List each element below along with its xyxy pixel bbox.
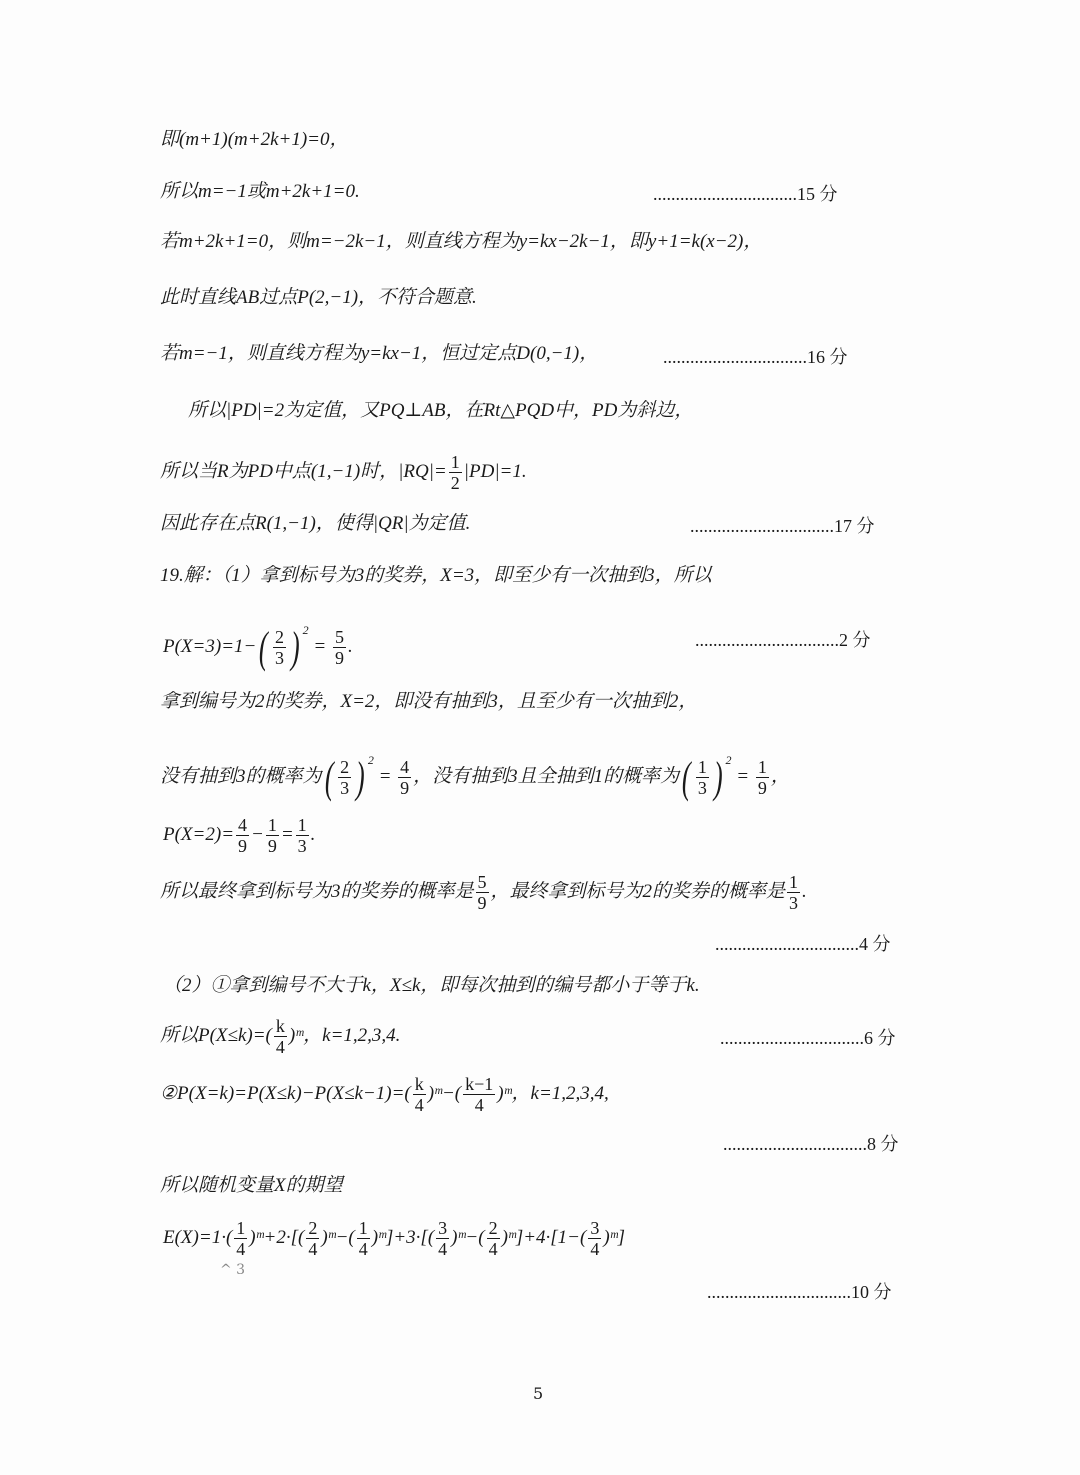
line-17-text: ②P(X=k)=P(X≤k)−P(X≤k−1)=(: [160, 1082, 411, 1104]
equals: =: [313, 636, 327, 657]
line-19-p5: )ᵐ−(: [451, 1226, 485, 1248]
line-14-text: 所以最终拿到标号为3的奖券的概率是: [160, 880, 474, 902]
paren-close: ): [290, 622, 300, 672]
line-16-text: 所以P(X≤k)=(: [160, 1024, 272, 1046]
period: .: [310, 823, 316, 845]
line-7-end: |PD|=1.: [463, 460, 527, 482]
frac-den: 4: [590, 1239, 600, 1259]
line-2: 所以m=−1或m+2k+1=0.: [160, 181, 360, 202]
frac-den: 3: [789, 893, 799, 913]
exponent: 2: [725, 753, 732, 767]
paren-close: ): [356, 752, 365, 802]
frac-num: 1: [697, 757, 707, 778]
line-19-text: E(X)=1·(: [163, 1226, 233, 1248]
exponent: 2: [367, 753, 374, 767]
frac-num: 2: [488, 1218, 498, 1238]
frac-num: k: [275, 1016, 285, 1036]
frac-1-4-b: [357, 1218, 370, 1259]
frac-num: 2: [340, 757, 350, 778]
frac-num: 2: [308, 1218, 318, 1238]
frac-den: 3: [275, 648, 284, 669]
frac-five-ninths: [333, 627, 346, 668]
frac-num: k: [414, 1074, 424, 1094]
frac-3-4: [436, 1218, 449, 1259]
frac-k-4: [274, 1016, 287, 1057]
frac-den: 9: [238, 836, 248, 856]
period: .: [347, 636, 353, 657]
line-5: 若m=−1，则直线方程为y=kx−1，恒过定点D(0,−1)，: [160, 343, 599, 364]
frac-den: 4: [474, 1095, 484, 1115]
frac-num: 4: [238, 815, 248, 835]
frac-2-4-b: [487, 1218, 500, 1259]
line-10: [163, 616, 353, 672]
score-4: ................................4 分: [715, 934, 891, 954]
equals: =: [736, 766, 750, 787]
frac-num: 1: [267, 815, 277, 835]
frac-den: 4: [414, 1095, 424, 1115]
frac-one-third: [696, 757, 709, 798]
frac-two-thirds-b: [338, 757, 351, 798]
frac-k-4-b: [413, 1074, 426, 1115]
line-17-end: )ᵐ，k=1,2,3,4,: [497, 1082, 609, 1104]
frac-den: 3: [340, 778, 350, 799]
frac-num: 5: [334, 627, 344, 648]
line-19-p2: )ᵐ+2·[(: [249, 1226, 305, 1248]
score-17: ................................17 分: [690, 516, 875, 536]
frac-1-4: [234, 1218, 247, 1259]
line-6: 所以|PD|=2为定值，又PQ⊥AB，在Rt△PQD中，PD为斜边，: [188, 400, 694, 421]
paren-open: (: [259, 622, 269, 672]
line-1: 即(m+1)(m+2k+1)=0，: [160, 129, 349, 150]
frac-one-third-b: [296, 815, 309, 856]
line-10-text: P(X=3)=1−: [163, 636, 257, 657]
frac-den: 4: [275, 1037, 285, 1057]
line-19: [163, 1218, 625, 1259]
frac-num: 1: [450, 452, 460, 472]
line-12-mid: ，没有抽到3且全抽到1的概率为: [413, 766, 680, 787]
score-15: ................................15 分: [653, 184, 838, 204]
frac-den: 4: [488, 1239, 498, 1259]
line-14-mid: ，最终拿到标号为2的奖券的概率是: [490, 880, 786, 902]
score-6: ................................6 分: [720, 1028, 896, 1048]
frac-one-ninth: [756, 757, 769, 798]
line-4: 此时直线AB过点P(2,−1)，不符合题意.: [160, 287, 477, 308]
paren-close: ): [713, 752, 723, 802]
paren-open: (: [682, 752, 691, 802]
line-17-mid: )ᵐ−(: [427, 1082, 462, 1104]
frac-den: 9: [267, 836, 277, 856]
frac-four-ninths: [398, 757, 411, 798]
line-18: 所以随机变量X的期望: [160, 1175, 343, 1196]
line-19-p3: )ᵐ−(: [321, 1226, 355, 1248]
frac-den: 4: [236, 1239, 246, 1259]
line-13: [163, 815, 315, 856]
line-15: （2）①拿到编号不大于k，X≤k，即每次抽到的编号都小于等于k.: [163, 975, 700, 996]
frac-3-4-b: [588, 1218, 601, 1259]
score-8: ................................8 分: [723, 1134, 899, 1154]
frac-num: 1: [789, 872, 799, 892]
frac-four-ninths-b: [236, 815, 249, 856]
line-19-end: )ᵐ]: [603, 1226, 625, 1248]
score-16: ................................16 分: [663, 347, 848, 367]
frac-den: 4: [438, 1239, 448, 1259]
line-16: [160, 1016, 400, 1057]
frac-five-ninths-b: [476, 872, 489, 913]
line-19-p6: )ᵐ]+4·[1−(: [501, 1226, 587, 1248]
line-13-text: P(X=2)=: [163, 823, 235, 845]
frac-den: 9: [477, 893, 487, 913]
frac-num: 4: [400, 757, 410, 778]
line-7-text: 所以当R为PD中点(1,−1)时，|RQ|=: [160, 460, 447, 482]
line-11: 拿到编号为2的奖券，X=2，即没有抽到3，且至少有一次抽到2，: [160, 691, 698, 712]
frac-2-4: [306, 1218, 319, 1259]
faded-text: ^ 3: [220, 1262, 246, 1278]
line-7: [160, 452, 527, 493]
frac-one-ninth-b: [266, 815, 279, 856]
line-9: 19.解：（1）拿到标号为3的奖券，X=3，即至少有一次抽到3，所以: [160, 565, 712, 586]
frac-num: 3: [438, 1218, 448, 1238]
frac-km1-4: [463, 1074, 495, 1115]
frac-half: [449, 452, 462, 493]
frac-one-third-c: [787, 872, 800, 913]
line-12: [160, 746, 790, 802]
line-16-end: )ᵐ，k=1,2,3,4.: [288, 1024, 401, 1046]
frac-den: 4: [358, 1239, 368, 1259]
line-8: 因此存在点R(1,−1)，使得|QR|为定值.: [160, 513, 471, 534]
frac-den: 9: [400, 778, 410, 799]
line-12-text: 没有抽到3的概率为: [160, 766, 322, 787]
score-2: ................................2 分: [695, 630, 871, 650]
line-3: 若m+2k+1=0，则m=−2k−1，则直线方程为y=kx−2k−1，即y+1=k(x−2)，: [160, 231, 763, 252]
line-14: [160, 872, 807, 913]
page-number: 5: [533, 1384, 544, 1403]
frac-num: 1: [297, 815, 307, 835]
frac-two-thirds: [273, 627, 286, 668]
period: .: [802, 880, 807, 902]
comma: ，: [770, 766, 790, 787]
paren-open: (: [324, 752, 334, 802]
frac-den: 3: [297, 836, 307, 856]
frac-den: 9: [334, 648, 344, 669]
equals: =: [378, 766, 392, 787]
score-10: ................................10 分: [707, 1282, 892, 1302]
frac-den: 9: [757, 778, 767, 799]
frac-num: 5: [477, 872, 487, 892]
frac-num: 1: [757, 757, 767, 778]
frac-den: 3: [697, 778, 707, 799]
equals: =: [280, 823, 294, 845]
frac-num: 1: [358, 1218, 368, 1238]
frac-num: 1: [236, 1218, 246, 1238]
minus: −: [251, 823, 264, 845]
frac-num: k−1: [465, 1074, 494, 1094]
frac-den: 2: [450, 473, 460, 493]
frac-num: 3: [590, 1218, 600, 1238]
frac-den: 4: [308, 1239, 318, 1259]
line-19-p4: )ᵐ]+3·[(: [371, 1226, 435, 1248]
exponent: 2: [302, 623, 309, 637]
frac-num: 2: [275, 627, 284, 648]
line-17: [160, 1074, 609, 1115]
